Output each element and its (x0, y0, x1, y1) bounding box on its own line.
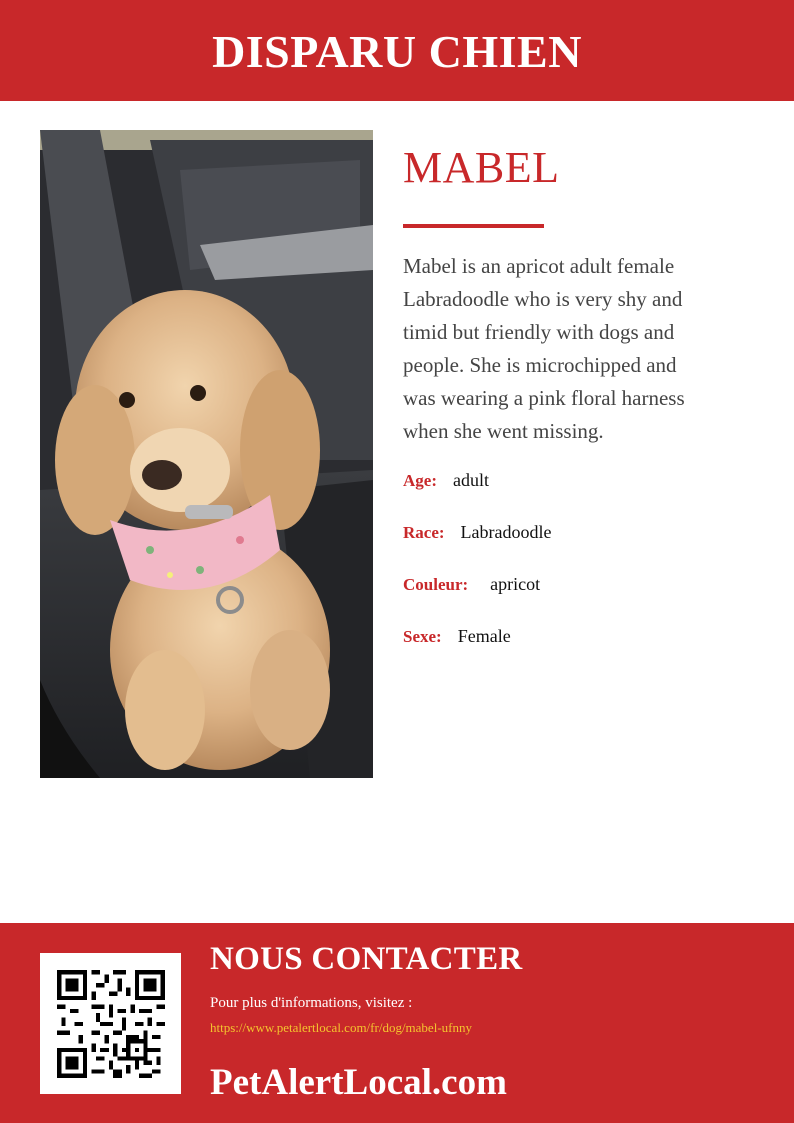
header-banner (0, 0, 794, 101)
pet-description: Mabel is an apricot adult female Labradoodle who is very shy and timid but friendly with dogs and people. She is microchipped and was wearing a pink floral harness when she went missing. (403, 254, 685, 443)
fact-label-sexe: Sexe: (403, 627, 442, 646)
fact-label-couleur: Couleur: (403, 575, 469, 594)
pet-photo (40, 130, 373, 778)
qr-code[interactable] (40, 953, 181, 1094)
pet-name: MABEL (403, 143, 560, 192)
contact-title: NOUS CONTACTER (210, 941, 523, 977)
fact-label-age: Age: (403, 471, 437, 490)
fact-value-age: adult (452, 470, 489, 490)
fact-race (403, 522, 703, 574)
page-title: DISPARU CHIEN (212, 26, 582, 77)
pet-facts (403, 470, 703, 678)
site-name: PetAlertLocal.com (210, 1062, 507, 1103)
pet-info (403, 130, 703, 678)
pet-page-link[interactable]: https://www.petalertlocal.com/fr/dog/mabel-ufnny (210, 1020, 472, 1035)
fact-value-couleur: apricot (490, 574, 541, 594)
fact-value-sexe: Female (457, 626, 511, 646)
dog-in-car-image (40, 130, 373, 778)
name-divider (403, 224, 544, 228)
fact-couleur (403, 574, 703, 626)
contact-info-text: Pour plus d'informations, visitez : (210, 995, 413, 1011)
fact-sexe (403, 626, 703, 678)
fact-value-race: Labradoodle (460, 522, 552, 542)
fact-age (403, 470, 703, 522)
qr-code-icon (57, 970, 165, 1078)
fact-label-race: Race: (403, 523, 445, 542)
contact-footer (0, 923, 794, 1123)
